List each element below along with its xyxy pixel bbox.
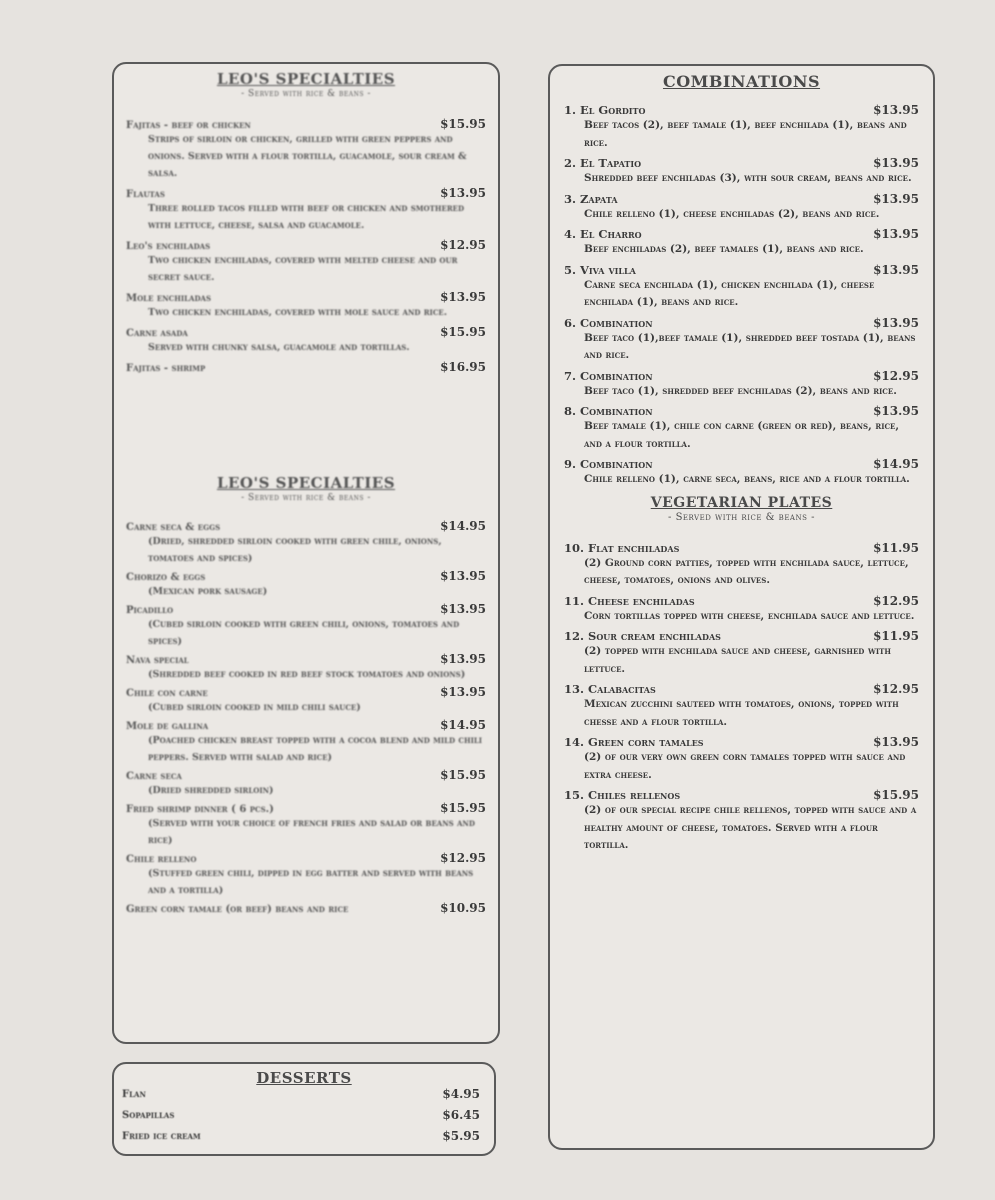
menu-item-description: (Stuffed green chili, dipped in egg batter and served with beans and a tortilla) xyxy=(148,868,474,896)
menu-item xyxy=(564,404,919,453)
vegetarian-list xyxy=(564,541,919,855)
menu-item-price: $13.95 xyxy=(873,735,919,749)
menu-item xyxy=(564,227,919,259)
menu-item xyxy=(126,360,486,374)
menu-item-description: Shredded beef enchiladas (3), with sour cream, beans and rice. xyxy=(584,172,912,184)
vegetarian-subtitle: - Served with rice & beans - xyxy=(668,511,815,523)
specialties-subtitle: - Served with rice & beans - xyxy=(241,89,371,99)
menu-item-description: Three rolled tacos filled with beef or chicken and smothered with lettuce, cheese, salsa and guacamole. xyxy=(148,203,465,231)
dessert-item xyxy=(122,1105,480,1126)
menu-item-name: 1. El Gordito xyxy=(564,103,646,117)
menu-item-price: $13.95 xyxy=(873,191,919,206)
menu-item-description: (Cubed sirloin cooked with green chili, onions, tomatoes and spices) xyxy=(148,619,460,647)
specialties-title: LEO'S SPECIALTIES xyxy=(216,70,396,88)
menu-item xyxy=(564,263,919,312)
menu-item-description: Served with chunky salsa, guacamole and tortillas. xyxy=(148,342,410,353)
menu-item-description: Strips of sirloin or chicken, grilled with green peppers and onions. Served with a flour tortilla, guacamole, sour cream & salsa. xyxy=(148,134,467,179)
menu-item-price: $13.95 xyxy=(873,156,919,170)
menu-item-name: 14. Green corn tamales xyxy=(564,735,704,749)
menu-item-name: Chile relleno xyxy=(126,854,197,865)
menu-item-description: (Mexican pork sausage) xyxy=(148,586,268,597)
dessert-item xyxy=(122,1084,480,1105)
menu-item-price: $13.95 xyxy=(440,652,486,666)
menu-item-name: 13. Calabacitas xyxy=(564,682,656,696)
menu-item-name: Fried shrimp dinner ( 6 pcs.) xyxy=(126,804,274,815)
menu-item-price: $14.95 xyxy=(873,457,919,471)
desserts-panel xyxy=(112,1062,496,1156)
menu-item-description: (Cubed sirloin cooked in mild chili sauce) xyxy=(148,702,361,713)
menu-item-price: $13.95 xyxy=(440,569,486,583)
menu-item-description: Carne seca enchilada (1), chicken enchilada (1), cheese enchilada (1), beans and rice. xyxy=(584,278,875,308)
menu-item xyxy=(564,316,919,365)
menu-item xyxy=(564,594,919,626)
menu-item xyxy=(126,569,486,600)
menu-item-name: Flautas xyxy=(126,189,165,200)
desserts-title: DESSERTS xyxy=(256,1069,352,1087)
menu-item-description: Corn tortillas topped with cheese, enchilada sauce and lettuce. xyxy=(584,609,915,622)
specialties-title-2: LEO'S SPECIALTIES xyxy=(216,474,396,492)
menu-item-description: Chile relleno (1), cheese enchiladas (2), beans and rice. xyxy=(584,207,880,220)
menu-item-price: $14.95 xyxy=(440,519,486,533)
menu-item xyxy=(126,768,486,799)
menu-item-description: Beef tamale (1), chile con carne (green or red), beans, rice, and a flour tortilla. xyxy=(584,420,900,450)
combinations-panel xyxy=(548,64,935,1150)
dessert-price: $5.95 xyxy=(442,1129,480,1143)
menu-item xyxy=(126,186,486,234)
menu-item xyxy=(564,156,919,188)
menu-item-price: $14.95 xyxy=(440,718,486,732)
menu-item xyxy=(126,685,486,716)
menu-item-name: 7. Combination xyxy=(564,368,653,383)
menu-item-name: Nava special xyxy=(126,655,189,666)
menu-item-price: $13.95 xyxy=(873,315,919,330)
menu-item-price: $15.95 xyxy=(440,768,486,782)
menu-item-name: Fajitas - beef or chicken xyxy=(126,120,251,131)
menu-item-name: Carne seca xyxy=(126,771,182,782)
menu-item xyxy=(126,652,486,683)
menu-item-name: 8. Combination xyxy=(564,404,653,418)
menu-item-description: (Shredded beef cooked in red beef stock tomatoes and onions) xyxy=(148,669,466,680)
menu-item xyxy=(126,851,486,899)
menu-item-description: Beef tacos (2), beef tamale (1), beef enchilada (1), beans and rice. xyxy=(584,119,907,149)
menu-item xyxy=(126,602,486,650)
menu-item xyxy=(126,238,486,286)
menu-item-price: $11.95 xyxy=(873,540,919,555)
menu-item-description: (2) of our very own green corn tamales topped with sauce and extra cheese. xyxy=(584,751,906,781)
menu-item xyxy=(564,369,919,401)
menu-item-name: Fajitas - shrimp xyxy=(126,363,206,374)
menu-item-name: Chorizo & eggs xyxy=(126,572,206,583)
vegetarian-title: VEGETARIAN PLATES xyxy=(650,494,833,511)
menu-item-name: 4. El Charro xyxy=(564,227,642,241)
menu-item-name: 10. Flat enchiladas xyxy=(564,540,680,555)
menu-item-price: $13.95 xyxy=(873,262,919,277)
menu-item-description: (Dried, shredded sirloin cooked with green chile, onions, tomatoes and spices) xyxy=(148,536,442,564)
menu-item xyxy=(564,788,919,855)
menu-item xyxy=(126,290,486,321)
menu-item-price: $12.95 xyxy=(440,851,486,865)
desserts-list xyxy=(122,1084,480,1147)
menu-item xyxy=(126,325,486,356)
dessert-price: $6.45 xyxy=(442,1108,480,1122)
menu-item xyxy=(564,629,919,678)
menu-item xyxy=(564,735,919,784)
menu-item-price: $13.95 xyxy=(440,602,486,616)
specialties-panel xyxy=(112,62,500,1044)
menu-item-price: $12.95 xyxy=(873,593,919,608)
menu-item-name: 3. Zapata xyxy=(564,191,618,206)
combinations-title: COMBINATIONS xyxy=(662,72,821,91)
menu-item-price: $12.95 xyxy=(873,368,919,383)
dessert-name: Fried ice cream xyxy=(122,1131,201,1142)
menu-item-price: $13.95 xyxy=(873,404,919,418)
menu-item-price: $12.95 xyxy=(440,238,486,252)
menu-item-description: Two chicken enchiladas, covered with mole sauce and rice. xyxy=(148,307,448,318)
menu-item-price: $10.95 xyxy=(440,901,486,915)
menu-item-description: Beef taco (1), shredded beef enchiladas (2), beans and rice. xyxy=(584,384,897,397)
menu-item-name: Chile con carne xyxy=(126,688,208,699)
menu-item-name: Picadillo xyxy=(126,605,174,616)
menu-item xyxy=(126,718,486,766)
dessert-item xyxy=(122,1126,480,1147)
menu-item-price: $13.95 xyxy=(873,103,919,117)
menu-item-description: (2) Ground corn patties, topped with enchilada sauce, lettuce, cheese, tomatoes, onions and olives. xyxy=(584,556,909,586)
menu-item-price: $13.95 xyxy=(440,685,486,699)
menu-item xyxy=(126,901,486,915)
menu-item-price: $15.95 xyxy=(440,325,486,339)
menu-item-price: $13.95 xyxy=(440,290,486,304)
menu-item xyxy=(126,117,486,182)
menu-item-price: $16.95 xyxy=(440,360,486,374)
menu-item-price: $13.95 xyxy=(440,186,486,200)
menu-item-description: Beef taco (1),beef tamale (1), shredded beef tostada (1), beans and rice. xyxy=(584,331,916,361)
menu-item-description: Mexican zucchini sauteed with tomatoes, onions, topped with chesse and a flour tortilla. xyxy=(584,698,899,728)
menu-item-name: 9. Combination xyxy=(564,457,653,471)
menu-item-price: $13.95 xyxy=(873,227,919,241)
menu-item-description: Beef enchiladas (2), beef tamales (1), beans and rice. xyxy=(584,243,864,255)
menu-item-name: 5. Viva villa xyxy=(564,262,636,277)
dessert-name: Flan xyxy=(122,1089,146,1100)
menu-item-price: $15.95 xyxy=(440,117,486,131)
menu-item xyxy=(564,682,919,731)
specialties-list xyxy=(126,117,486,374)
menu-item-name: 12. Sour cream enchiladas xyxy=(564,629,721,643)
menu-item xyxy=(564,457,919,489)
menu-item-description: Chile relleno (1), carne seca, beans, rice and a flour tortilla. xyxy=(584,473,910,485)
menu-item-name: 15. Chiles rellenos xyxy=(564,788,681,802)
specialties-subtitle-2: - Served with rice & beans - xyxy=(241,493,371,503)
menu-item xyxy=(126,801,486,849)
menu-item-name: Mole de gallina xyxy=(126,721,209,732)
menu-item-description: Two chicken enchiladas, covered with melted cheese and our secret sauce. xyxy=(148,255,458,283)
menu-item xyxy=(564,103,919,152)
menu-item-name: Leo's enchiladas xyxy=(126,241,211,252)
menu-item-price: $12.95 xyxy=(873,682,919,696)
menu-item-name: Carne asada xyxy=(126,328,188,339)
menu-item-name: 6. Combination xyxy=(564,315,653,330)
dessert-name: Sopapillas xyxy=(122,1110,175,1121)
menu-item xyxy=(564,541,919,590)
specialties-list-2 xyxy=(126,519,486,915)
dessert-price: $4.95 xyxy=(442,1087,480,1101)
menu-item-name: Mole enchiladas xyxy=(126,293,212,304)
combinations-list xyxy=(564,103,919,489)
menu-item xyxy=(126,519,486,567)
menu-item-price: $15.95 xyxy=(440,801,486,815)
menu-item-price: $11.95 xyxy=(873,629,919,643)
menu-item-name: 11. Cheese enchiladas xyxy=(564,593,695,608)
menu-item-name: Green corn tamale (or beef) beans and rice xyxy=(126,904,349,915)
menu-item-description: (2) of our special recipe chile rellenos, topped with sauce and a healthy amount of cheese, tomatoes. Served with a flour tortilla. xyxy=(584,804,917,851)
menu-item-description: (Served with your choice of french fries and salad or beans and rice) xyxy=(148,818,475,846)
menu-item-name: 2. El Tapatio xyxy=(564,156,642,170)
menu-item-description: (Poached chicken breast topped with a cocoa blend and mild chili peppers. Served with salad and rice) xyxy=(148,735,483,763)
menu-item-description: (2) topped with enchilada sauce and cheese, garnished with lettuce. xyxy=(584,645,891,675)
menu-item-name: Carne seca & eggs xyxy=(126,522,221,533)
menu-item-price: $15.95 xyxy=(873,788,919,802)
menu-item-description: (Dried shredded sirloin) xyxy=(148,785,274,796)
menu-item xyxy=(564,192,919,224)
